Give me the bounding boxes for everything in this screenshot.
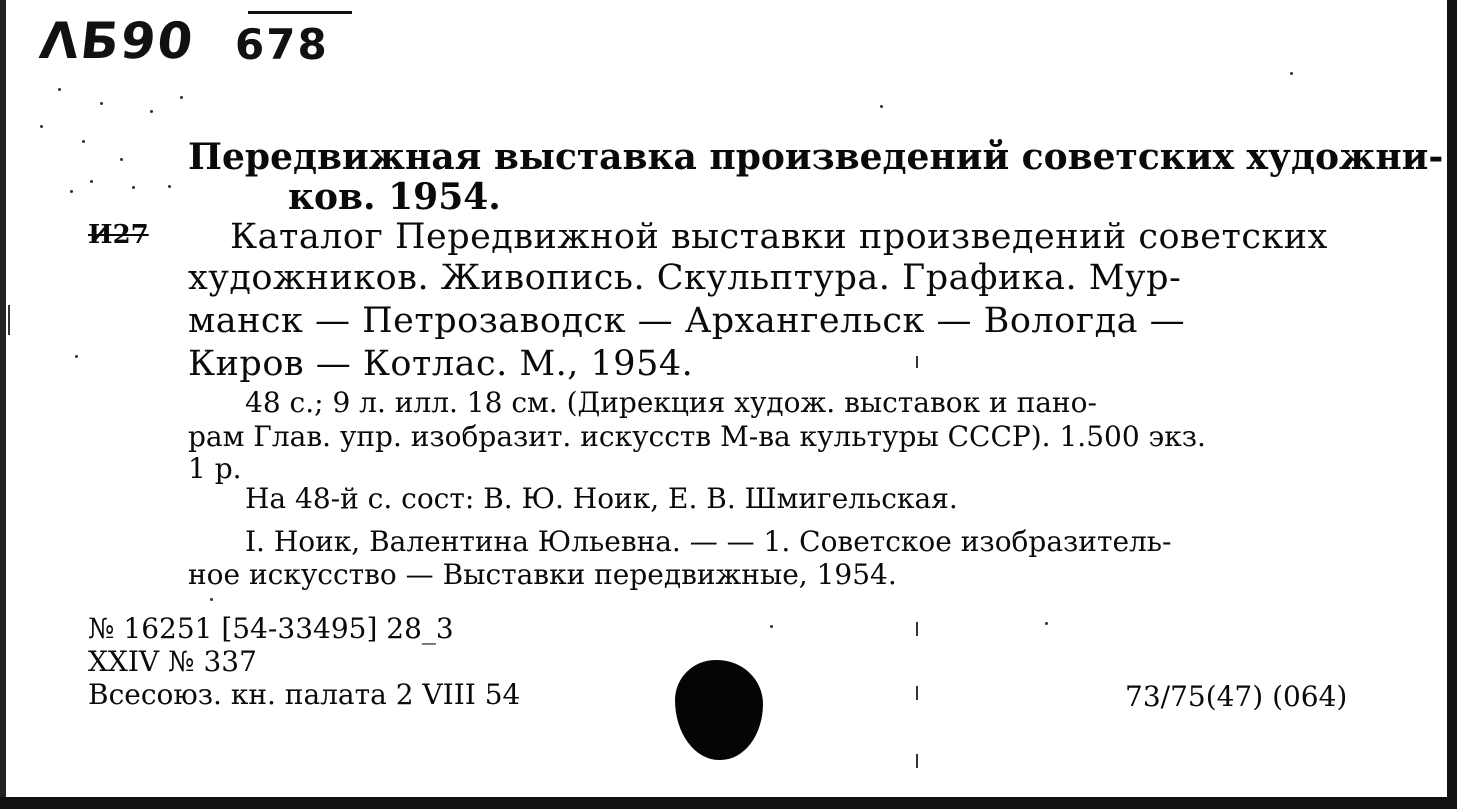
speck — [82, 140, 85, 143]
speck — [150, 110, 153, 113]
book-chamber-stamp: Всесоюз. кн. палата 2 VIII 54 — [88, 678, 521, 711]
handwritten-code: ΛБ90 — [36, 12, 198, 70]
speck — [168, 185, 171, 188]
title-line-2: художников. Живопись. Скульптура. Графика. Мур- — [188, 258, 1182, 298]
speck — [210, 598, 213, 601]
speck — [120, 158, 123, 161]
speck — [90, 180, 93, 183]
speck — [1290, 72, 1293, 75]
edge-mark — [916, 356, 918, 368]
tracings-line-2: ное искусство — Выставки передвижные, 1954. — [188, 558, 897, 591]
edge-mark — [916, 686, 918, 700]
compilers-note: На 48-й с. сост: В. Ю. Ноик, Е. В. Шмигельская. — [245, 482, 958, 515]
description-line-2: рам Глав. упр. изобразит. искусств М-ва культуры СССР). 1.500 экз. — [188, 420, 1206, 453]
speck — [58, 88, 61, 91]
speck — [75, 355, 78, 358]
edge-mark — [8, 305, 10, 335]
card-bottom-edge — [0, 797, 1457, 809]
handwritten-overline — [248, 11, 352, 14]
edge-mark — [916, 754, 918, 768]
speck — [1045, 622, 1048, 625]
punch-hole — [675, 660, 763, 760]
card-right-edge — [1447, 0, 1457, 809]
description-line-3: 1 р. — [188, 452, 242, 485]
speck — [100, 102, 103, 105]
handwritten-number: 678 — [235, 20, 329, 69]
speck — [70, 190, 73, 193]
speck — [770, 625, 773, 628]
series-number: XXIV № 337 — [88, 645, 257, 678]
shelf-mark: И27 — [88, 220, 149, 250]
record-number: № 16251 [54-33495] 28_3 — [88, 612, 454, 645]
heading-line-2: ков. 1954. — [288, 176, 501, 218]
description-line-1: 48 с.; 9 л. илл. 18 см. (Дирекция худож. выставок и пано- — [245, 386, 1097, 419]
tracings-line-1: I. Ноик, Валентина Юльевна. — — 1. Советское изобразитель- — [245, 525, 1172, 558]
classification-code: 73/75(47) (064) — [1125, 680, 1348, 713]
speck — [40, 125, 43, 128]
title-line-3: манск — Петрозаводск — Архангельск — Вологда — — [188, 301, 1186, 341]
speck — [132, 186, 135, 189]
title-line-4: Киров — Котлас. М., 1954. — [188, 344, 694, 384]
speck — [180, 96, 183, 99]
edge-mark — [916, 622, 918, 636]
speck — [880, 105, 883, 108]
card-left-edge — [0, 0, 6, 809]
heading-line-1: Передвижная выставка произведений советских художни- — [188, 136, 1444, 178]
title-line-1: Каталог Передвижной выставки произведений советских — [230, 217, 1328, 257]
